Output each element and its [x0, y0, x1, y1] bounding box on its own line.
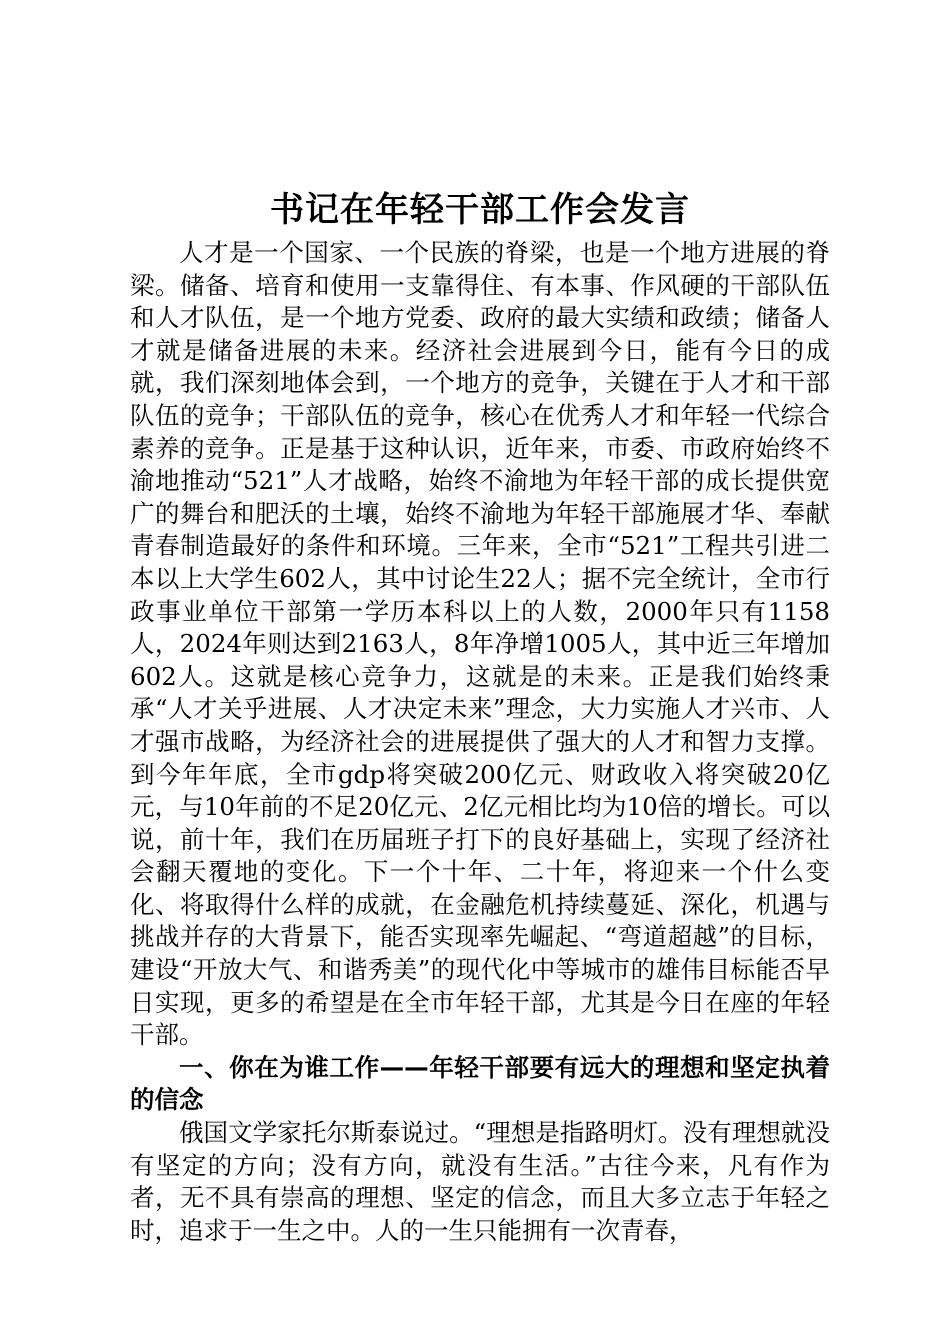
document-page — [130, 185, 830, 1247]
document-title: 书记在年轻干部工作会发言 — [270, 190, 690, 230]
section-heading: 一、你在为谁工作——年轻干部要有远大的理想和坚定执着的信念 — [130, 1052, 830, 1115]
body-paragraph-intro: 人才是一个国家、一个民族的脊梁，也是一个地方进展的脊梁。储备、培育和使用一支靠得住、有本事、作风硬的干部队伍和人才队伍，是一个地方党委、政府的最大实绩和政绩；储备人才就是储备进展的未来。经济社会进展到今日，能有今日的成就，我们深刻地体会到，一个地方的竞争，关键在于人才和干部队伍的竞争；干部队伍的竞争，核心在优秀人才和年轻一代综合素养的竞争。正是基于这种认识，近年来，市委、市政府始终不渝地推动“521”人才战略，始终不渝地为年轻干部的成长提供宽广的舞台和肥沃的土壤，始终不渝地为年轻干部施展才华、奉献青春制造最好的条件和环境。三年来，全市“521”工程共引进二本以上大学生602人，其中讨论生22人；据不完全统计，全市行政事业单位干部第一学历本科以上的人数，2000年只有1158人，2024年则达到2163人，8年净增1005人，其中近三年增加602人。这就是核心竞争力，这就是的未来。正是我们始终秉承“人才关乎进展、人才决定未来”理念，大力实施人才兴市、人才强市战略，为经济社会的进展提供了强大的人才和智力支撑。到今年年底，全市gdp将突破200亿元、财政收入将突破20亿元，与10年前的不足20亿元、2亿元相比均为10倍的增长。可以说，前十年，我们在历届班子打下的良好基础上，实现了经济社会翻天覆地的变化。下一个十年、二十年，将迎来一个什么变化、将取得什么样的成就，在金融危机持续蔓延、深化，机遇与挑战并存的大背景下，能否实现率先崛起、“弯道超越”的目标，建设“开放大气、和谐秀美”的现代化中等城市的雄伟目标能否早日实现，更多的希望是在全市年轻干部，尤其是今日在座的年轻干部。 — [130, 238, 830, 1050]
body-paragraph-section-one: 俄国文学家托尔斯泰说过。“理想是指路明灯。没有理想就没有坚定的方向；没有方向，就没有生活。”古往今来，凡有作为者，无不具有崇高的理想、坚定的信念，而且大多立志于年轻之时，追求于一生之中。人的一生只能拥有一次青春， — [130, 1118, 830, 1245]
